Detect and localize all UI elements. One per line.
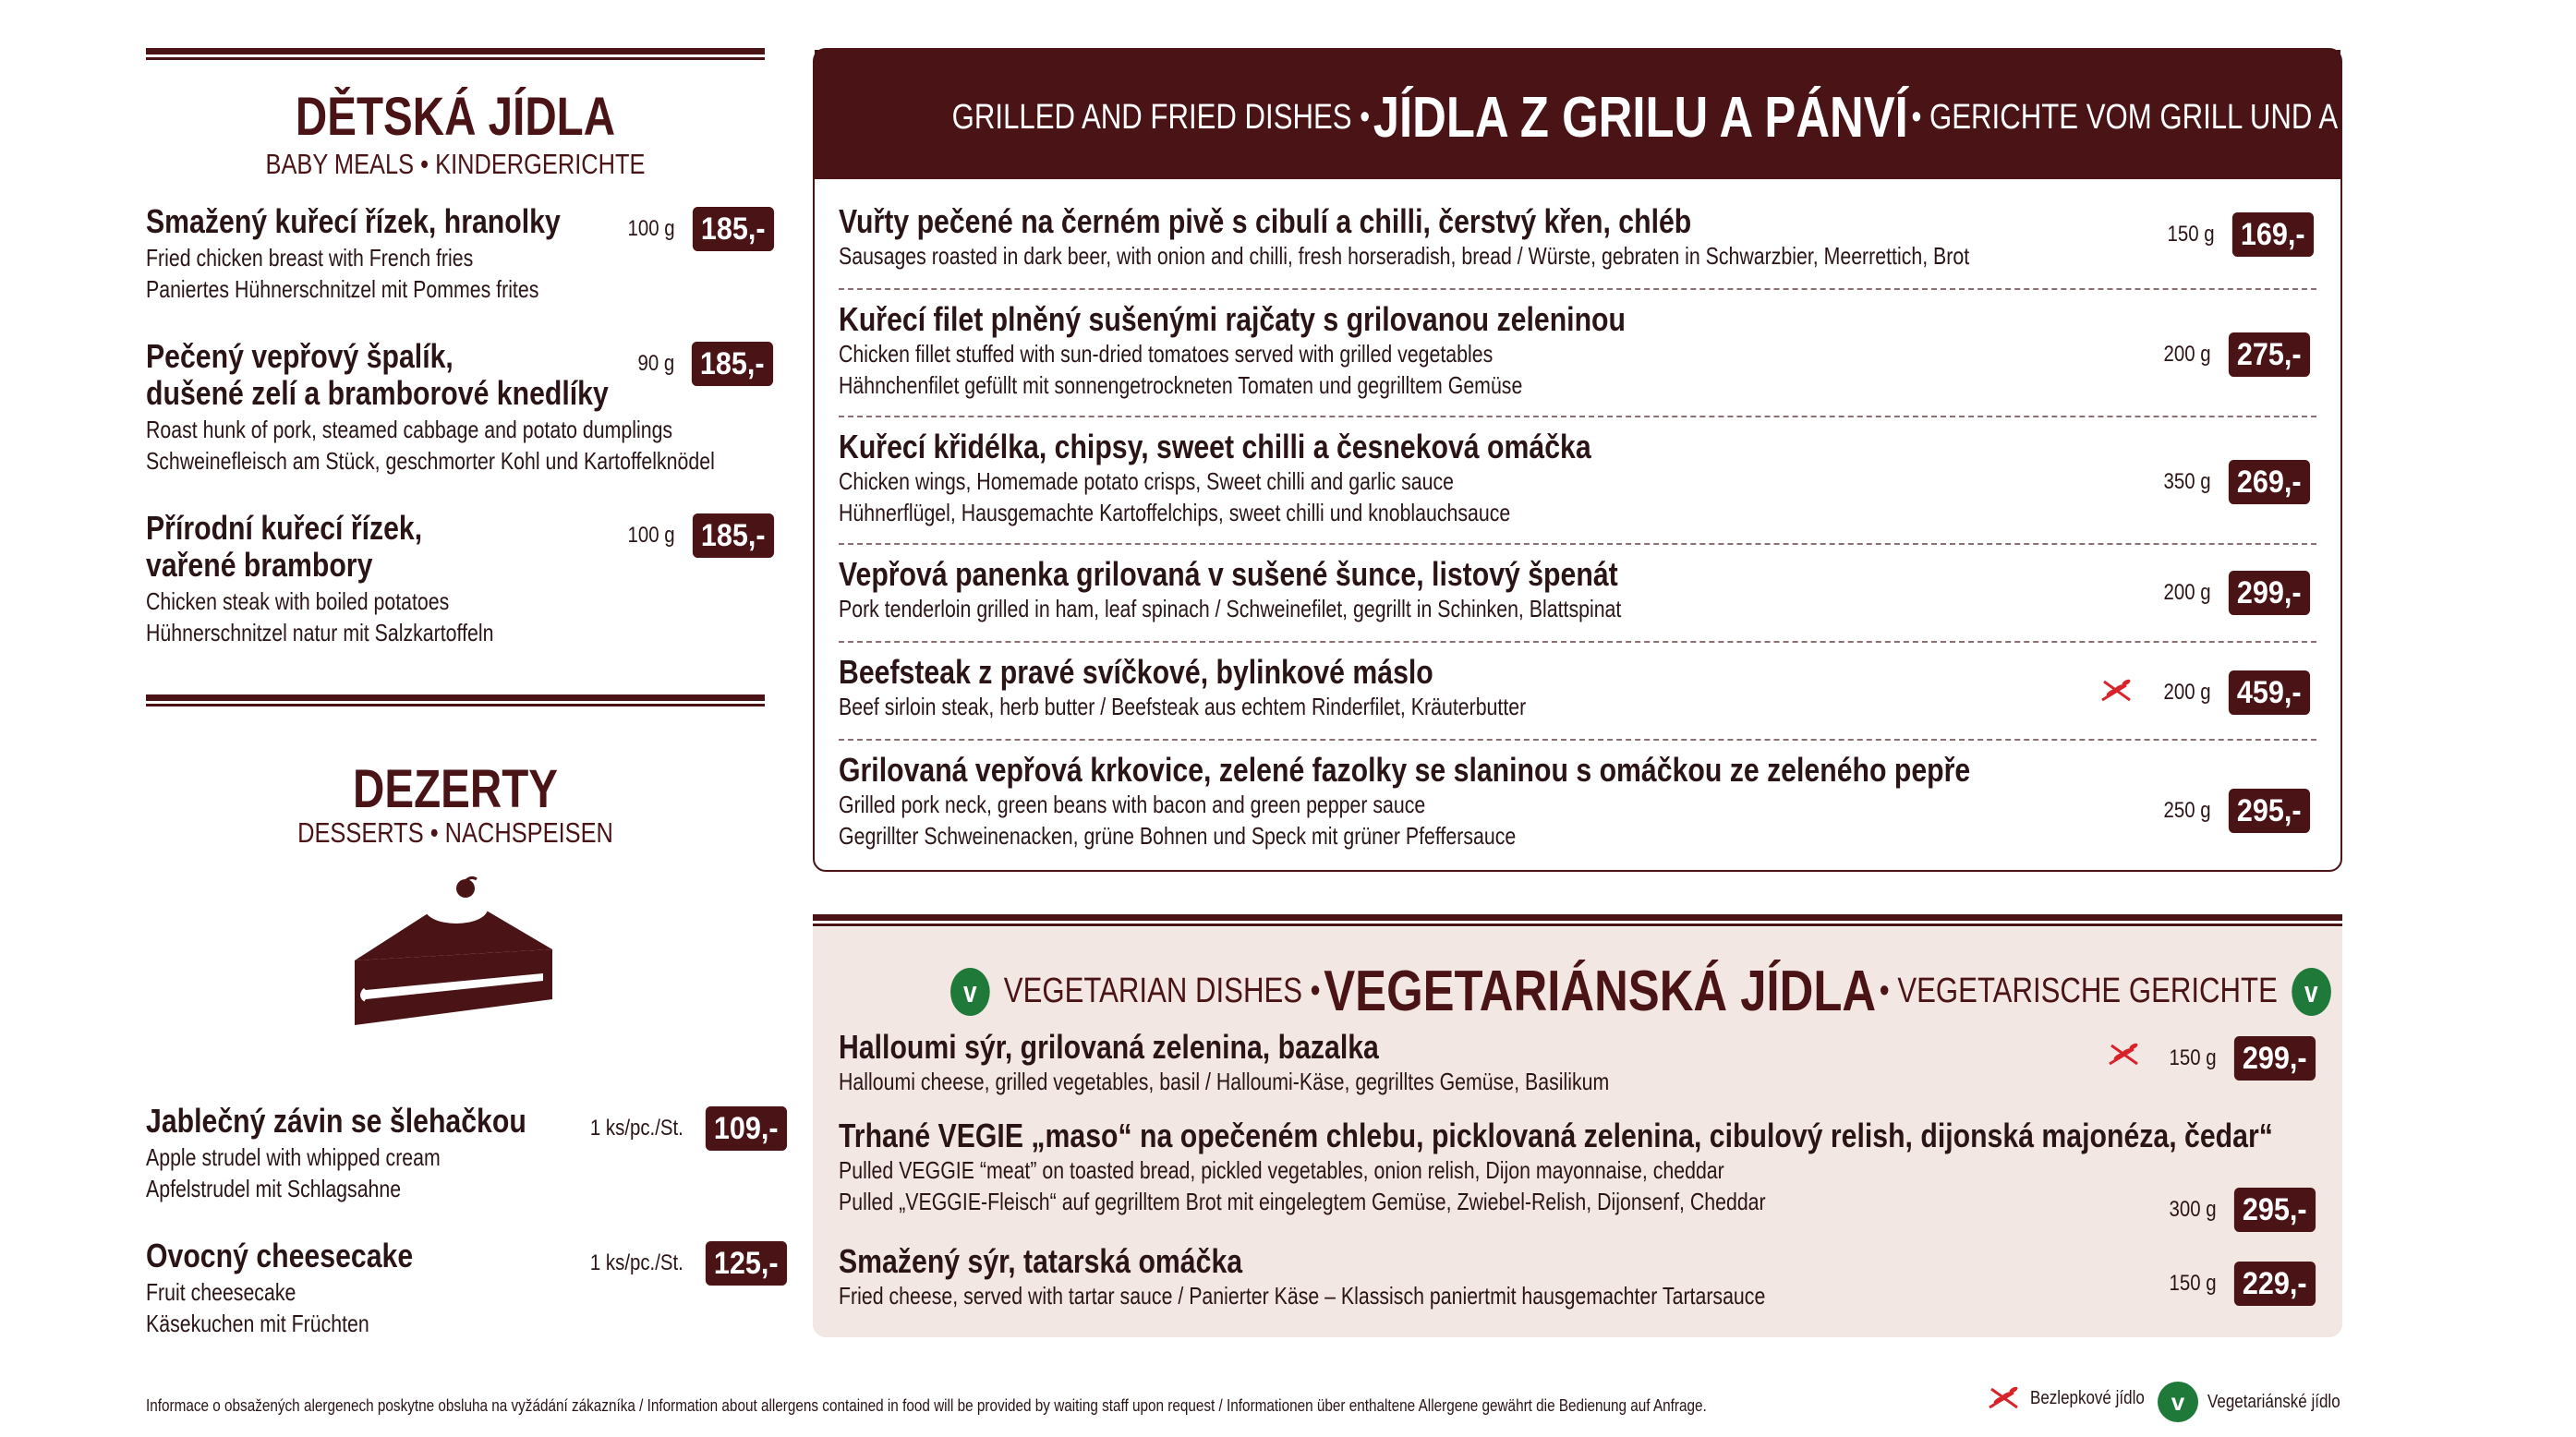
item-weight: 150 g — [2169, 1271, 2217, 1296]
item-desc-en: Apple strudel with whipped cream — [146, 1143, 441, 1171]
item-weight: 1 ks/pc./St. — [589, 1116, 683, 1141]
veg-item-1-price — [2165, 1036, 2320, 1081]
item-weight: 300 g — [2169, 1197, 2217, 1222]
dessert-item-1-price — [582, 1106, 791, 1151]
item-desc-en: Pulled VEGGIE “meat” on toasted bread, pickled vegetables, onion relish, Dijon mayonnaise, cheddar — [839, 1156, 1724, 1184]
item-divider — [839, 739, 2316, 741]
kids-item-3 — [146, 510, 570, 648]
item-desc-en: Chicken steak with boiled potatoes — [146, 587, 450, 615]
legend-gluten-free — [1986, 1385, 2165, 1411]
grill-item-6-price — [2159, 789, 2315, 833]
item-name: Vepřová panenka grilovaná v sušené šunce, listový špenát — [839, 555, 1618, 593]
price-badge: 185,- — [693, 513, 774, 558]
dessert-item-2-price — [582, 1241, 791, 1286]
price-badge: 269,- — [2229, 460, 2310, 504]
item-desc-de: Apfelstrudel mit Schlagsahne — [146, 1175, 402, 1202]
item-name: Trhané VEGIE „maso“ na opečeném chlebu, picklovaná zelenina, cibulový relish, dijonská majonéza, čedar“ — [839, 1117, 2273, 1154]
grill-title-de: • GERICHTE VOM GRILL UND A US DER PFANNE — [1911, 98, 2576, 137]
grill-item-6 — [839, 752, 2186, 851]
grill-item-2 — [839, 301, 1775, 401]
kids-title: DĚTSKÁ JÍDLA — [295, 87, 616, 147]
grill-item-4-price — [2159, 571, 2315, 615]
veg-title-de: • VEGETARISCHE GERICHTE — [1879, 972, 2278, 1010]
veg-item-3-price — [2165, 1262, 2320, 1306]
kids-item-2-price — [635, 342, 777, 386]
item-desc-en: Fruit cheesecake — [146, 1278, 296, 1306]
grill-header — [815, 50, 2576, 179]
item-desc-en: Chicken fillet stuffed with sun-dried tomatoes served with grilled vegetables — [839, 340, 1494, 368]
legend-vegetarian — [2158, 1382, 2364, 1422]
item-weight: 100 g — [627, 523, 675, 548]
grill-item-5-price — [2159, 670, 2315, 715]
item-name: Pečený vepřový špalík, — [146, 337, 454, 375]
legend-gluten-free-label: Bezlepkové jídlo — [2030, 1387, 2145, 1408]
item-desc-de: Schweinefleisch am Stück, geschmorter Kohl und Kartoffelknödel — [146, 447, 715, 475]
veg-item-1 — [839, 1029, 1778, 1097]
item-weight: 350 g — [2163, 469, 2211, 494]
price-badge: 185,- — [692, 342, 773, 386]
item-desc-en: Fried chicken breast with French fries — [146, 244, 474, 272]
item-weight: 90 g — [637, 351, 675, 376]
veg-title-cz: VEGETARIÁNSKÁ JÍDLA — [1324, 960, 1877, 1023]
kids-item-3-price — [623, 513, 779, 558]
grill-item-5 — [839, 654, 1677, 722]
grill-title-en: GRILLED AND FRIED DISHES • — [951, 98, 1371, 137]
vegetarian-v-icon: v — [2158, 1382, 2198, 1422]
item-weight: 200 g — [2163, 580, 2211, 605]
grill-item-1-price — [2163, 212, 2318, 257]
price-badge: 229,- — [2234, 1262, 2316, 1306]
veg-top-rule — [813, 914, 2342, 927]
dessert-item-2 — [146, 1238, 464, 1339]
item-name: Kuřecí křidélka, chipsy, sweet chilli a česneková omáčka — [839, 428, 1591, 465]
item-name: Beefsteak z pravé svíčkové, bylinkové máslo — [839, 653, 1433, 691]
grill-title-cz: JÍDLA Z GRILU A PÁNVÍ — [1373, 86, 1908, 150]
item-divider — [839, 543, 2316, 545]
item-desc-de: Hähnchenfilet gefüllt mit sonnengetrockneten Tomaten und gegrilltem Gemüse — [839, 371, 1523, 399]
desserts-title: DEZERTY — [353, 759, 558, 819]
item-weight: 250 g — [2163, 798, 2211, 823]
vegetarian-v-icon: v — [2292, 968, 2331, 1016]
grill-item-3 — [839, 429, 1735, 528]
item-weight: 1 ks/pc./St. — [589, 1250, 683, 1275]
gluten-free-icon — [2106, 1042, 2143, 1068]
item-name-line2: vařené brambory — [146, 546, 373, 584]
veg-item-2-price — [2165, 1188, 2320, 1232]
price-badge: 299,- — [2229, 571, 2310, 615]
veg-item-3 — [839, 1243, 1969, 1311]
item-weight: 200 g — [2163, 680, 2211, 705]
item-name: Ovocný cheesecake — [146, 1237, 414, 1274]
kids-top-rule — [146, 48, 765, 61]
gluten-free-icon — [1986, 1385, 2023, 1411]
kids-item-1-price — [623, 207, 779, 251]
price-badge: 125,- — [706, 1241, 787, 1286]
item-name: Jablečný závin se šlehačkou — [146, 1102, 526, 1140]
item-desc-en: Grilled pork neck, green beans with bacon and green pepper sauce — [839, 791, 1426, 818]
gluten-free-icon — [2098, 678, 2135, 704]
item-divider — [839, 288, 2316, 290]
item-divider — [839, 641, 2316, 643]
veg-header-title — [950, 959, 2318, 1024]
price-badge: 185,- — [693, 207, 774, 251]
item-weight: 100 g — [627, 216, 675, 241]
grill-item-4 — [839, 556, 1793, 624]
item-name: Kuřecí filet plněný sušenými rajčaty s grilovanou zeleninou — [839, 300, 1626, 338]
item-desc-de: Gegrillter Schweinenacken, grüne Bohnen und Speck mit grüner Pfeffersauce — [839, 822, 1517, 850]
item-desc-de: Hühnerschnitzel natur mit Salzkartoffeln — [146, 619, 494, 646]
vegetarian-v-icon: v — [950, 968, 990, 1016]
legend-vegetarian-label: Vegetariánské jídlo — [2207, 1391, 2340, 1412]
item-desc: Halloumi cheese, grilled vegetables, basil / Halloumi-Käse, gegrilltes Gemüse, Basilikum — [839, 1068, 1610, 1095]
item-desc: Beef sirloin steak, herb butter / Beefsteak aus echtem Rinderfilet, Kräuterbutter — [839, 693, 1527, 720]
grill-item-3-price — [2159, 460, 2315, 504]
price-badge: 299,- — [2234, 1036, 2316, 1081]
grill-item-1 — [839, 203, 2218, 272]
item-desc-de: Hühnerflügel, Hausgemachte Kartoffelchips, sweet chilli und knoblauchsauce — [839, 499, 1511, 526]
price-badge: 295,- — [2234, 1188, 2316, 1232]
item-name: Vuřty pečené na černém pivě s cibulí a chilli, čerstvý křen, chléb — [839, 202, 1692, 240]
allergen-notice: Informace o obsažených alergenech poskytne obsluha na vyžádání zákazníka / Information about allergens contained in food will be provided by waiting staff upon request / Informationen über enthaltene Allergene gewährt die Bedienung auf Anfrage. — [146, 1396, 1707, 1415]
cake-slice-icon — [347, 877, 562, 1032]
item-desc-en: Roast hunk of pork, steamed cabbage and potato dumplings — [146, 416, 673, 443]
item-desc: Sausages roasted in dark beer, with onion and chilli, fresh horseradish, bread / Würste, gebraten in Schwarzbier, Meerrettich, Brot — [839, 242, 1970, 270]
item-name: Smažený kuřecí řízek, hranolky — [146, 202, 561, 240]
item-name: Grilovaná vepřová krkovice, zelené fazolky se slaninou s omáčkou ze zeleného pepře — [839, 751, 1971, 789]
item-desc-de: Paniertes Hühnerschnitzel mit Pommes frites — [146, 275, 539, 303]
item-desc-en: Chicken wings, Homemade potato crisps, Sweet chilli and garlic sauce — [839, 467, 1454, 495]
price-badge: 169,- — [2232, 212, 2314, 257]
price-badge: 109,- — [706, 1106, 787, 1151]
item-name-line2: dušené zelí a bramborové knedlíky — [146, 374, 609, 412]
item-desc-de: Käsekuchen mit Früchten — [146, 1310, 369, 1337]
price-badge: 295,- — [2229, 789, 2310, 833]
item-desc-de: Pulled „VEGGIE-Fleisch“ auf gegrilltem Brot mit eingelegtem Gemüse, Zwiebel-Relish, Dijonsenf, Cheddar — [839, 1188, 1766, 1215]
desserts-subtitle: DESSERTS • NACHSPEISEN — [297, 816, 613, 849]
item-name: Smažený sýr, tatarská omáčka — [839, 1242, 1243, 1280]
item-name: Přírodní kuřecí řízek, — [146, 509, 423, 547]
item-divider — [839, 416, 2316, 417]
item-weight: 150 g — [2169, 1045, 2217, 1070]
grill-item-2-price — [2159, 332, 2315, 377]
item-desc: Fried cheese, served with tartar sauce / Panierter Käse – Klassisch paniertmit hausgemachter Tartarsauce — [839, 1282, 1766, 1310]
item-name: Halloumi sýr, grilovaná zelenina, bazalka — [839, 1028, 1379, 1066]
dessert-item-1 — [146, 1103, 599, 1204]
kids-subtitle: BABY MEALS • KINDERGERICHTE — [265, 148, 646, 180]
desserts-top-rule — [146, 694, 765, 707]
item-weight: 200 g — [2163, 342, 2211, 367]
kids-item-1 — [146, 203, 639, 305]
item-desc: Pork tenderloin grilled in ham, leaf spinach / Schweinefilet, gegrillt in Schinken, Blattspinat — [839, 595, 1622, 622]
grill-header-title — [951, 85, 2576, 151]
veg-title-en: VEGETARIAN DISHES • — [1003, 972, 1321, 1010]
item-weight: 150 g — [2167, 222, 2215, 247]
price-badge: 275,- — [2229, 332, 2310, 377]
price-badge: 459,- — [2229, 670, 2310, 715]
